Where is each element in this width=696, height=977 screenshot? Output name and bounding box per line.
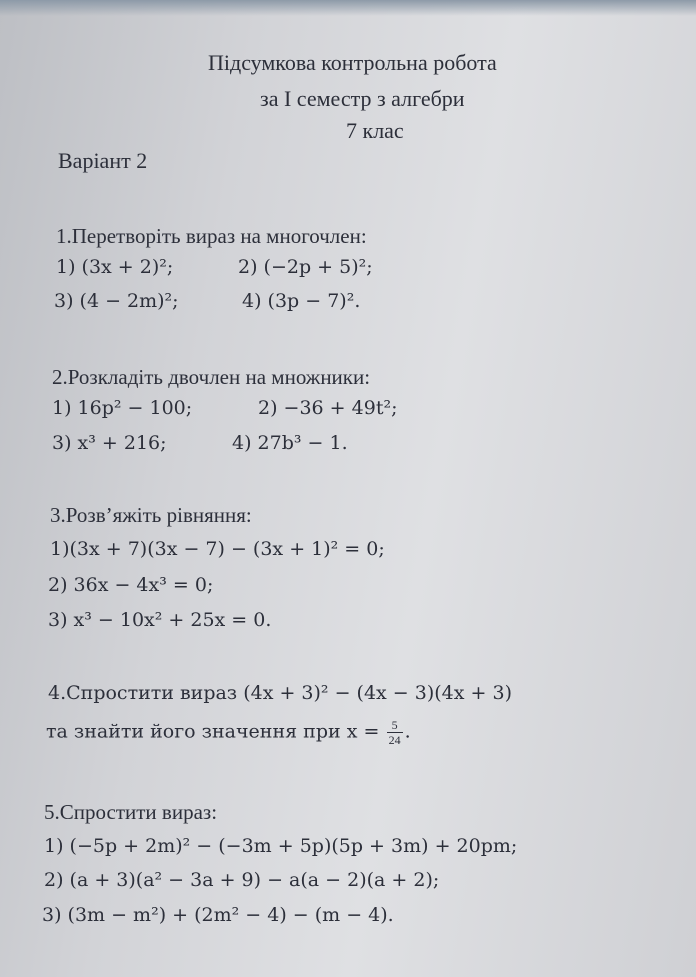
- task2-item-3: 3) x³ + 216;: [52, 432, 167, 454]
- top-shadow: [0, 0, 696, 16]
- task2-item-1: 1) 16p² − 100;: [52, 397, 193, 419]
- page-title: Підсумкова контрольна робота: [208, 50, 497, 75]
- task5-heading: 5.Спростити вираз:: [44, 800, 218, 824]
- fraction-denominator: 24: [388, 733, 401, 747]
- task1-item-1: 1) (3x + 2)²;: [56, 256, 174, 278]
- task1-item-2: 2) (−2p + 5)²;: [238, 256, 373, 278]
- task5-item-2: 2) (a + 3)(a² − 3a + 9) − a(a − 2)(a + 2);: [44, 869, 440, 891]
- task1-item-3: 3) (4 − 2m)²;: [54, 290, 179, 312]
- task2-heading: 2.Розкладіть двочлен на множники:: [52, 365, 371, 389]
- task3-item-2: 2) 36x − 4x³ = 0;: [48, 574, 214, 596]
- grade-label: 7 клас: [346, 118, 404, 143]
- task4-text: та знайти його значення при x =: [46, 720, 380, 743]
- task4-end: .: [404, 720, 411, 743]
- task5-item-1: 1) (−5p + 2m)² − (−3m + 5p)(5p + 3m) + 20pm;: [44, 835, 518, 857]
- task5-item-3: 3) (3m − m²) + (2m² − 4) − (m − 4).: [42, 904, 394, 926]
- task4-line-1: 4.Спростити вираз (4x + 3)² − (4x − 3)(4x + 3): [48, 682, 512, 704]
- task1-item-4: 4) (3p − 7)².: [242, 290, 361, 312]
- task2-item-2: 2) −36 + 49t²;: [258, 397, 398, 419]
- fraction: [387, 718, 403, 747]
- task2-item-4: 4) 27b³ − 1.: [232, 432, 348, 454]
- task3-item-1: 1)(3x + 7)(3x − 7) − (3x + 1)² = 0;: [50, 538, 385, 560]
- task3-item-3: 3) x³ − 10x² + 25x = 0.: [48, 609, 272, 631]
- page-subtitle: за I семестр з алгебри: [260, 86, 465, 111]
- task3-heading: 3.Розв’яжіть рівняння:: [50, 503, 252, 527]
- task4-line-2: [46, 718, 411, 747]
- task1-heading: 1.Перетворіть вираз на многочлен:: [56, 224, 367, 248]
- fraction-numerator: 5: [387, 718, 403, 733]
- variant-label: Варіант 2: [58, 148, 148, 173]
